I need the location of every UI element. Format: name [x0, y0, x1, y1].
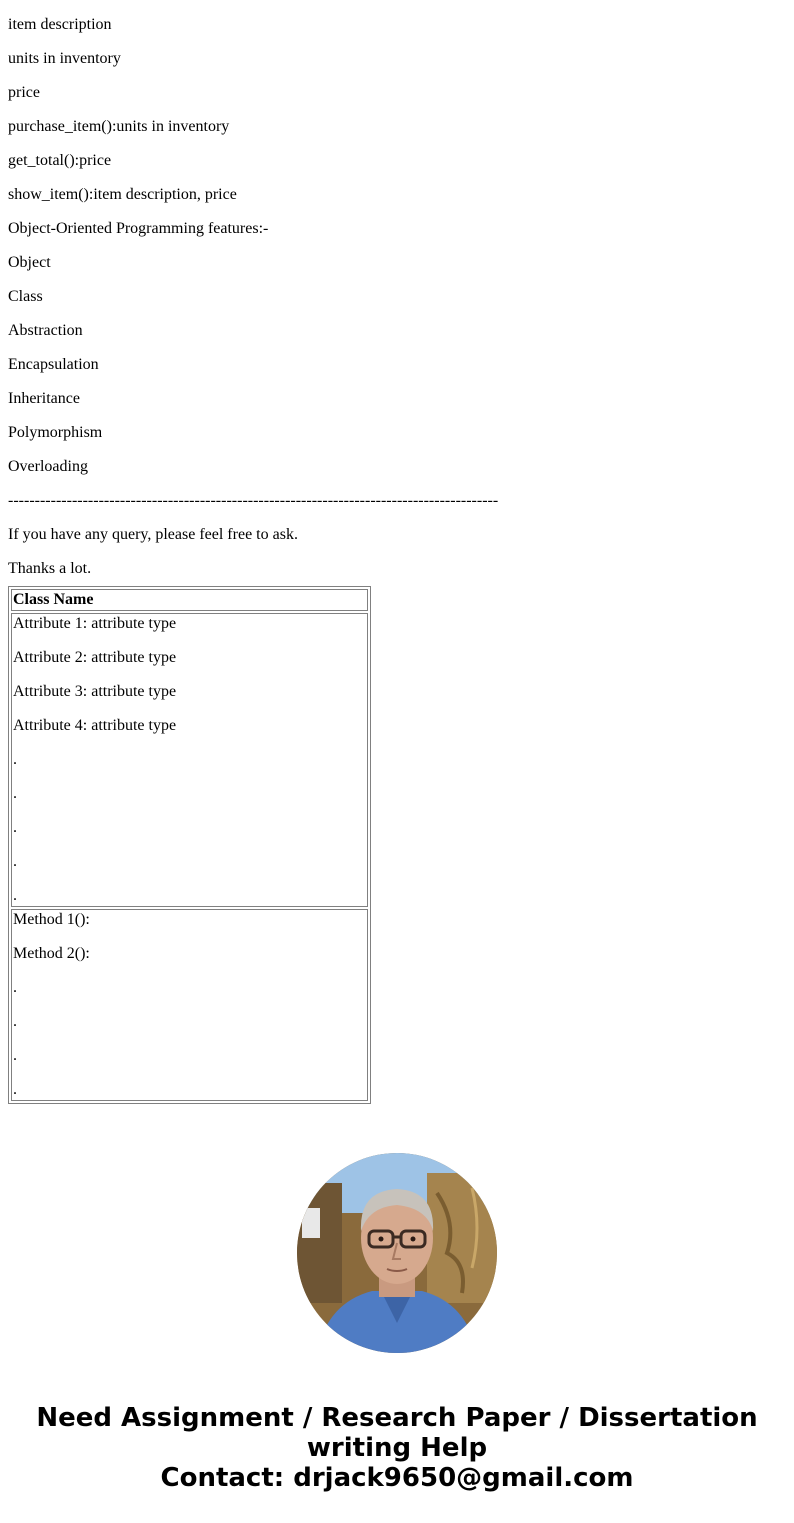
uml-method: .: [13, 979, 17, 996]
text-line: Object: [8, 254, 51, 271]
uml-attribute: .: [13, 887, 17, 904]
uml-class-table: [8, 586, 371, 1104]
text-line: Polymorphism: [8, 424, 103, 441]
text-line: purchase_item():units in inventory: [8, 118, 230, 135]
cta-line: Need Assignment / Research Paper / Dissertation: [36, 1403, 758, 1433]
uml-class-name: Class Name: [11, 589, 368, 611]
uml-attribute: .: [13, 853, 17, 870]
uml-attribute: Attribute 4: attribute type: [13, 717, 177, 734]
uml-attribute: .: [13, 819, 17, 836]
text-line: Abstraction: [8, 322, 83, 339]
text-line: Class: [8, 288, 43, 305]
uml-attribute: Attribute 1: attribute type: [13, 615, 177, 632]
text-line: Encapsulation: [8, 356, 99, 373]
document-body: [8, 16, 786, 1104]
uml-attribute: Attribute 2: attribute type: [13, 649, 177, 666]
author-photo-icon: [297, 1153, 497, 1353]
uml-method: Method 2():: [13, 945, 90, 962]
uml-method: .: [13, 1013, 17, 1030]
contact-email: Contact: drjack9650@gmail.com: [160, 1463, 634, 1493]
uml-methods-cell: [11, 909, 368, 1101]
text-line: Object-Oriented Programming features:-: [8, 220, 269, 237]
author-avatar: [297, 1153, 497, 1353]
contact-banner: [0, 1403, 794, 1493]
text-line: get_total():price: [8, 152, 112, 169]
text-line: item description: [8, 16, 112, 33]
divider-line: --------------------------------------------------------------------------------------------: [8, 492, 499, 509]
text-line: Inheritance: [8, 390, 80, 407]
uml-method: .: [13, 1047, 17, 1064]
uml-attribute: .: [13, 751, 17, 768]
text-line: show_item():item description, price: [8, 186, 237, 203]
text-line: If you have any query, please feel free to ask.: [8, 526, 298, 543]
text-line: Thanks a lot.: [8, 560, 92, 577]
uml-attribute: Attribute 3: attribute type: [13, 683, 177, 700]
uml-method: Method 1():: [13, 911, 90, 928]
text-line: units in inventory: [8, 50, 121, 67]
text-line: Overloading: [8, 458, 88, 475]
text-line: price: [8, 84, 40, 101]
cta-line: writing Help: [306, 1433, 488, 1463]
uml-method: .: [13, 1081, 17, 1098]
uml-attributes-cell: [11, 613, 368, 907]
uml-attribute: .: [13, 785, 17, 802]
